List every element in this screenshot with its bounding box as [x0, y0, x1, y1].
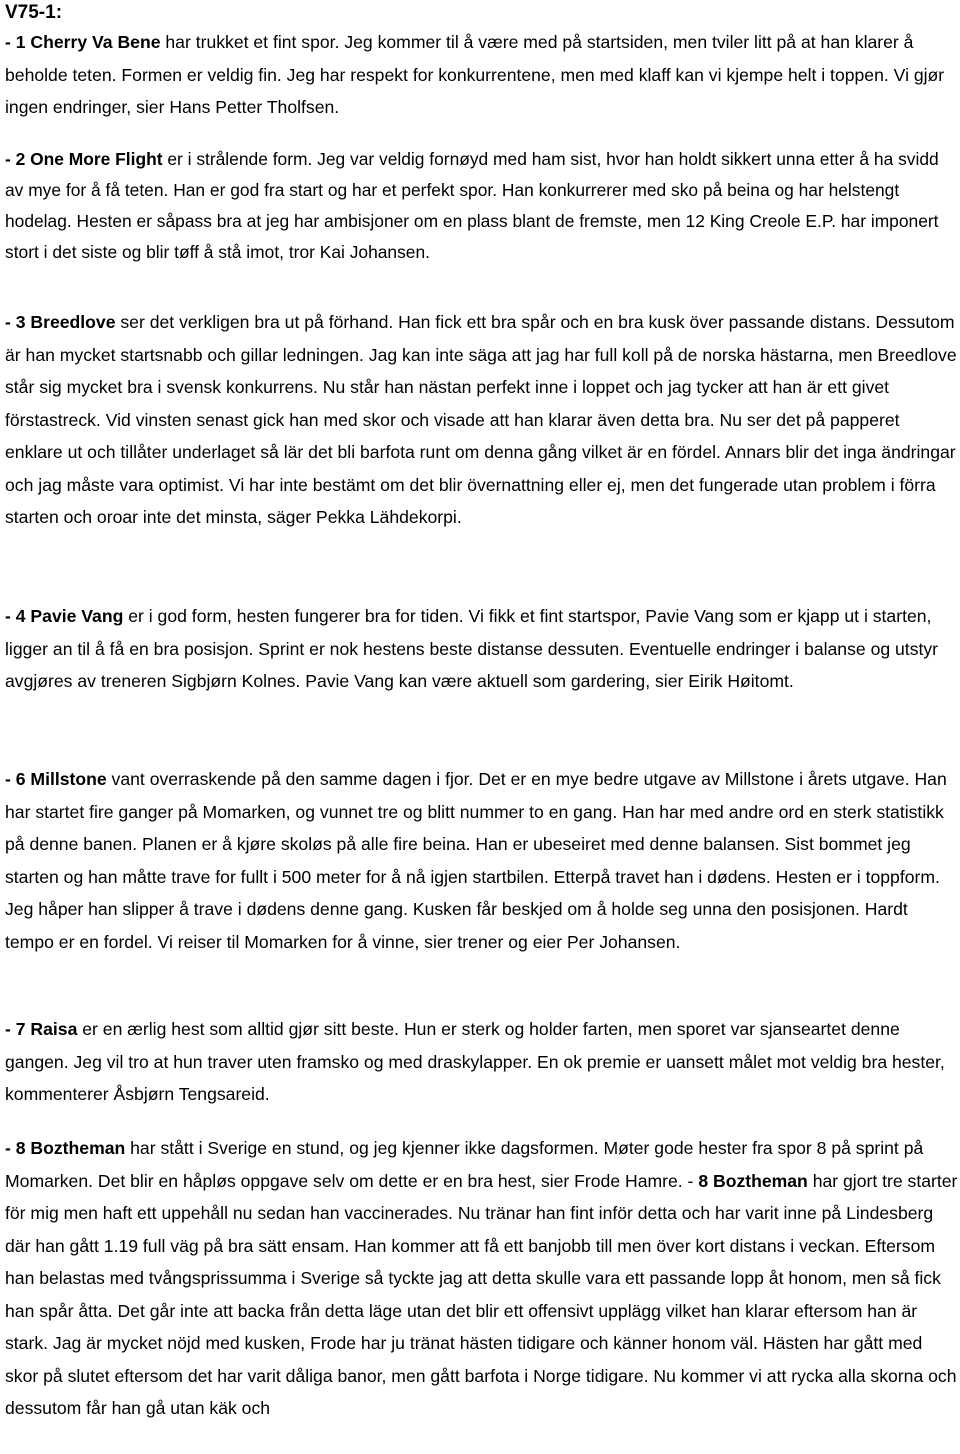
horse-name: - 6 Millstone: [5, 769, 107, 789]
horse-name-repeat: 8 Boztheman: [698, 1170, 808, 1191]
comment-text-continued: har gjort tre starter för mig men haft ett uppehåll nu sedan han vaccinerades. Nu tränar han fint inför detta och har varit inne på Lindesberg där han gått 1.19 full väg på bra sätt ensam. Han kommer att få ett banjobb till men över kort distans i veckan. Eftersom han belastas med tvångsprissumma i Sverige så tyckte jag att detta skulle vara ett passande lopp åt honom, men så fick han spår åtta. Det går inte att backa från detta läge utan det blir ett offensivt upplägg vilket han klarar eftersom han är stark. Jag är mycket nöjd med kusken, Frode har ju tränat hästen tidigare och känner honom väl. Hästen har gått med skor på slutet eftersom det har varit dåliga banor, men gått barfota i Norge tidigare. Nu kommer vi att rycka alla skorna och dessutom får han gå utan käk och: [5, 1170, 958, 1418]
comment-text: har stått i Sverige en stund, og jeg kjenner ikke dagsformen. Møter gode hester fra spor 8 på sprint på Momarken. Det blir en håpløs oppgave selv om dette er en bra hest, sier Frode Hamre. -: [5, 1138, 924, 1191]
comment-text: er i god form, hesten fungerer bra for tiden. Vi fikk et fint startspor, Pavie Vang som er kjapp ut i starten, ligger an til å få en bra posisjon. Sprint er nok hestens beste distanse dessuten. Eventuelle endringer i balanse og utstyr avgjøres av treneren Sigbjørn Kolnes. Pavie Vang kan være aktuell som gardering, sier Eirik Høitomt.: [5, 606, 939, 691]
horse-comment-8: [5, 1132, 960, 1425]
horse-name: - 2 One More Flight: [5, 149, 163, 169]
horse-comment-7: [5, 1013, 960, 1111]
comment-text: har trukket et fint spor. Jeg kommer til å være med på startsiden, men tviler litt på at han klarer å beholde teten. Formen er veldig fin. Jeg har respekt for konkurrentene, men med klaff kan vi kjempe helt i toppen. Vi gjør ingen endringer, sier Hans Petter Tholfsen.: [5, 32, 945, 117]
comment-text: er en ærlig hest som alltid gjør sitt beste. Hun er sterk og holder farten, men sporet var sjanseartet denne gangen. Jeg vil tro at hun traver uten framsko og med draskylapper. En ok premie er uansett målet mot veldig bra hester, kommenterer Åsbjørn Tengsareid.: [5, 1019, 945, 1104]
horse-name: - 3 Breedlove: [5, 312, 116, 332]
race-title: V75-1:: [5, 2, 63, 23]
horse-name: - 7 Raisa: [5, 1019, 78, 1039]
horse-comment-1: [5, 26, 960, 124]
comment-text: vant overraskende på den samme dagen i fjor. Det er en mye bedre utgave av Millstone i årets utgave. Han har startet fire ganger på Momarken, og vunnet tre og blitt nummer to en gang. Han har med andre ord en sterk statistikk på denne banen. Planen er å kjøre skoløs på alle fire beina. Han er ubeseiret med denne balansen. Sist bommet jeg starten og han måtte trave for fullt i 500 meter for å nå igjen startbilen. Etterpå travet han i dødens. Hesten er i toppform. Jeg håper han slipper å trave i dødens denne gang. Kusken får beskjed om å holde seg unna den posisjonen. Hardt tempo er en fordel. Vi reiser til Momarken for å vinne, sier trener og eier Per Johansen.: [5, 769, 947, 952]
horse-name: - 4 Pavie Vang: [5, 606, 124, 626]
horse-comment-3: [5, 306, 960, 534]
horse-name: - 1 Cherry Va Bene: [5, 32, 161, 52]
horse-comment-2: [5, 144, 960, 268]
comment-text: er i strålende form. Jeg var veldig fornøyd med ham sist, hvor han holdt sikkert unna etter å ha svidd av mye for å få teten. Han er god fra start og har et perfekt spor. Han konkurrerer med sko på beina og har helstengt hodelag. Hesten er såpass bra at jeg har ambisjoner om en plass blant de fremste, men 12 King Creole E.P. har imponert stort i det siste og blir tøff å stå imot, tror Kai Johansen.: [5, 149, 939, 262]
horse-name: - 8 Boztheman: [5, 1138, 126, 1158]
horse-comment-6: [5, 763, 960, 958]
comment-text: ser det verkligen bra ut på förhand. Han fick ett bra spår och en bra kusk över passande distans. Dessutom är han mycket startsnabb och gillar ledningen. Jag kan inte säga att jag har full koll på de norska hästarna, men Breedlove står sig mycket bra i svensk konkurrens. Nu står han nästan perfekt inne i loppet och jag tycker att han är ett givet förstastreck. Vid vinsten senast gick han med skor och visade att han klarar även detta bra. Nu ser det på papperet enklare ut och tillåter underlaget så lär det bli barfota runt om denna gång vilket är en fördel. Annars blir det inga ändringar och jag måste vara optimist. Vi har inte bestämt om det blir övernattning eller ej, men det fungerade utan problem i förra starten och oroar inte det minsta, säger Pekka Lähdekorpi.: [5, 312, 957, 527]
horse-comment-4: [5, 600, 960, 698]
